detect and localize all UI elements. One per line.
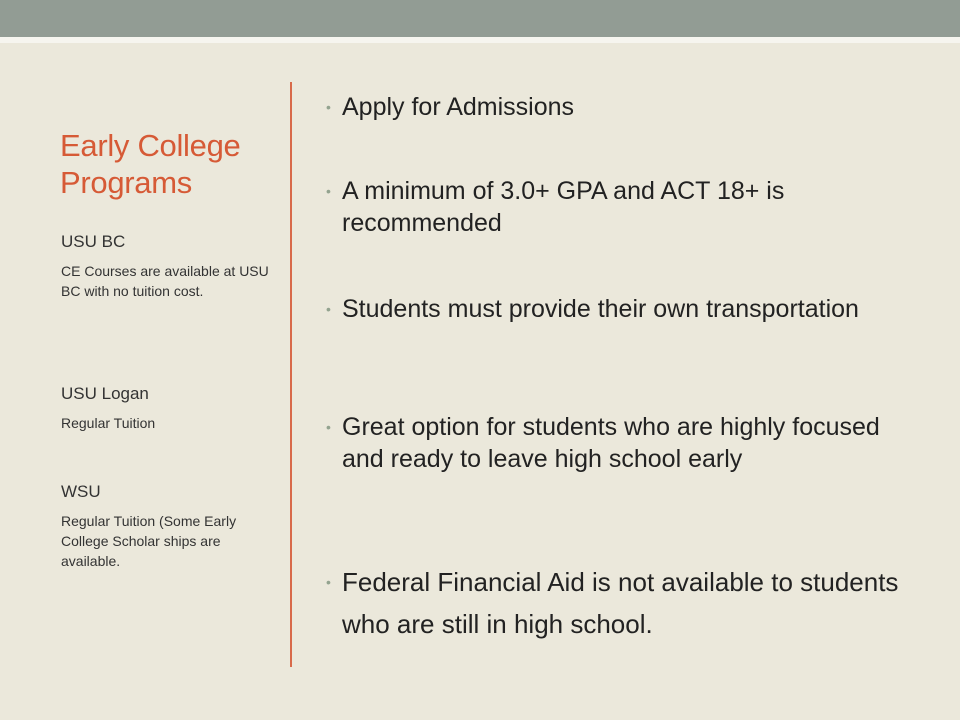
bullet-item (326, 561, 912, 645)
bullet-item (326, 411, 912, 475)
bullet-dot-icon: • (326, 99, 331, 115)
top-banner-rule (0, 37, 960, 43)
usu-bc-heading: USU BC (61, 232, 126, 251)
bullet-dot-icon: • (326, 574, 331, 590)
bullet-text: A minimum of 3.0+ GPA and ACT 18+ is recommended (342, 177, 785, 237)
usu-logan-section (61, 384, 281, 433)
usu-logan-detail: Regular Tuition (61, 415, 156, 431)
bullet-text: Federal Financial Aid is not available to students who are still in high school. (342, 567, 899, 639)
vertical-divider (290, 82, 292, 667)
wsu-detail: Regular Tuition (Some Early College Scholar ships are available. (61, 513, 237, 569)
bullet-text: Great option for students who are highly focused and ready to leave high school early (342, 413, 880, 473)
slide-title: Early College Programs (60, 128, 241, 200)
bullet-item (326, 91, 912, 123)
bullet-item (326, 293, 912, 325)
bullet-text: Students must provide their own transportation (342, 295, 859, 323)
usu-bc-section (61, 232, 281, 301)
top-banner (0, 0, 960, 37)
bullet-item (326, 175, 912, 239)
usu-logan-heading: USU Logan (61, 384, 149, 403)
bullet-dot-icon: • (326, 301, 331, 317)
bullet-dot-icon: • (326, 183, 331, 199)
wsu-section (61, 482, 281, 571)
usu-bc-detail: CE Courses are available at USU BC with no tuition cost. (61, 263, 269, 299)
wsu-heading: WSU (61, 482, 101, 501)
bullet-text: Apply for Admissions (342, 93, 575, 121)
bullet-dot-icon: • (326, 419, 331, 435)
